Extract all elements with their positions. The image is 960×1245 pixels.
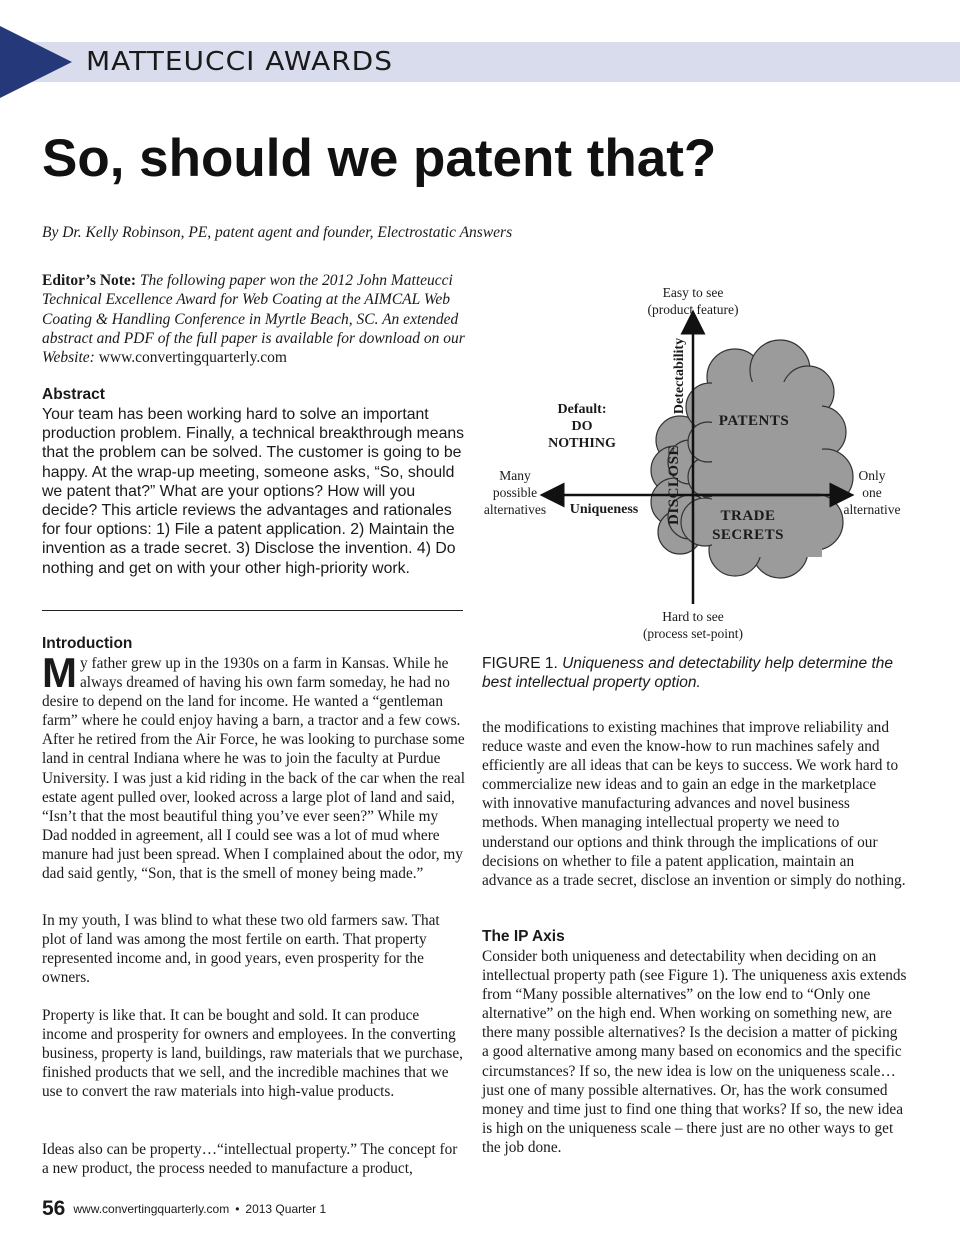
section-title: MATTEUCCI AWARDS (86, 46, 394, 77)
left-label-3: alternatives (483, 502, 547, 517)
page-footer (42, 1197, 326, 1221)
figure-caption (482, 654, 912, 692)
left-label-2: possible (492, 485, 538, 500)
right-label-3: alternative (843, 502, 901, 517)
ip-axis-heading: The IP Axis (482, 928, 565, 945)
figure-caption-text: Uniqueness and detectability help determine the best intellectual property option. (482, 655, 893, 691)
top-label-1: Easy to see (662, 285, 724, 300)
y-axis-label: Detectability (672, 337, 687, 415)
top-label-2: (product feature) (647, 302, 739, 317)
footer-site[interactable]: www.convertingquarterly.com (73, 1202, 230, 1216)
default-label-3: NOTHING (548, 436, 616, 451)
editor-note-text: The following paper won the 2012 John Matteucci Technical Excellence Award for Web Coating at the AIMCAL Web Coating & Handling Conference in Myrtle Beach, SC. An extended abstract and PDF of the full paper is available for download on our Website: (42, 272, 465, 367)
article-title: So, should we patent that? (42, 129, 717, 188)
default-label-2: DO (571, 419, 593, 434)
default-label-1: Default: (557, 402, 607, 417)
intro-paragraph-3: Property is like that. It can be bought and sold. It can produce income and prosperity for owners and employees. In the converting business, property is land, buildings, raw materials that we purchase, finished products that we sell, and the incredible machines that we use to convert the raw materials into high-value products. (42, 1007, 463, 1101)
byline: By Dr. Kelly Robinson, PE, patent agent and founder, Electrostatic Answers (42, 224, 513, 241)
trade-label-2: SECRETS (712, 527, 784, 543)
patents-label: PATENTS (718, 413, 790, 429)
footer-bullet: • (235, 1202, 240, 1216)
editor-note-url[interactable]: www.convertingquarterly.com (98, 349, 287, 367)
banner-triangle-icon (0, 26, 72, 98)
trade-label-1: TRADE (720, 508, 776, 524)
section-divider (42, 610, 463, 611)
drop-cap: M (42, 649, 77, 696)
x-axis-label: Uniqueness (569, 502, 639, 517)
figure-caption-label: FIGURE 1. (482, 655, 558, 672)
right-paragraph-1: the modifications to existing machines that improve reliability and reduce waste and even the know-how to run machines safely and efficiently are all ideas that can be keys to success. We work hard to commercialize new ideas and to gain an edge in the marketplace with innovative manufacturing advances and novel business methods. When managing intellectual property we need to understand our options and think through the implications of our decisions on whether to file a patent application, maintain an advance as a trade secret, disclose an invention or simply do nothing. (482, 719, 906, 889)
editor-note (42, 271, 472, 367)
left-label-1: Many (499, 468, 531, 483)
abstract-text: Your team has been working hard to solve an important production problem. Finally, a technical breakthrough means that the problem can be solved. The customer is going to be happy. At the wrap-up meeting, someone asks, “So, should we patent that?” What are your options? How will you decide? This article reviews the advantages and rationales for four options: 1) File a patent application. 2) Maintain the invention as a trade secret. 3) Disclose the invention. 4) Do nothing and get on with your other high-priority work. (42, 406, 465, 577)
intro-paragraph-4: Ideas also can be property…“intellectual property.” The concept for a new product, the process needed to manufacture a product, (42, 1141, 458, 1178)
bottom-label-1: Hard to see (662, 609, 724, 624)
abstract-heading: Abstract (42, 386, 105, 403)
intro-paragraph-1: My father grew up in the 1930s on a farm in Kansas. While he always dreamed of having his own farm someday, he had no desire to depend on the land for income. He wanted a “gentleman farm” where he could enjoy having a barn, a tractor and a few cows. After he retired from the Air Force, he was looking to purchase some land in central Indiana where he was to join the faculty at Purdue University. I was just a kid riding in the back of the car when the real estate agent pulled over, looked across a large plot of land and said, “Isn’t that the most beautiful thing you’ve ever seen?” While my Dad nodded in agreement, all I could see was a lot of mud where manure had just been spread. When I complained about the odor, my dad said gently, “Son, that is the smell of money being made.” (42, 649, 465, 883)
footer-issue: 2013 Quarter 1 (245, 1202, 327, 1216)
right-label-2: one (862, 485, 882, 500)
right-label-1: Only (858, 468, 886, 483)
disclose-label: DISCLOSE (666, 445, 682, 525)
introduction-heading: Introduction (42, 635, 133, 652)
intro-paragraph-2: In my youth, I was blind to what these two old farmers saw. That plot of land was among the most fertile on earth. That property represented income and, in good years, even prosperity for the owners. (42, 912, 440, 987)
page-number: 56 (42, 1197, 66, 1220)
bottom-label-2: (process set-point) (642, 626, 744, 641)
figure-ip-diagram (480, 282, 910, 644)
ip-axis-paragraph: Consider both uniqueness and detectability when deciding on an intellectual property path (see Figure 1). The uniqueness axis extends from “Many possible alternatives” on the low end to “Only one alternative” on the high end. When working on something new, are there many possible alternatives? Is the decision a matter of picking a good alternative among many based on economics and the specific circumstances? If so, the new idea is low on the uniqueness scale…just one of many possible alternatives. Or, has the work consumed money and time just to find one thing that works? If so, the new idea is high on the uniqueness scale – there just are no other ways to get the job done. (482, 948, 907, 1156)
editor-note-label: Editor’s Note: (42, 272, 136, 289)
